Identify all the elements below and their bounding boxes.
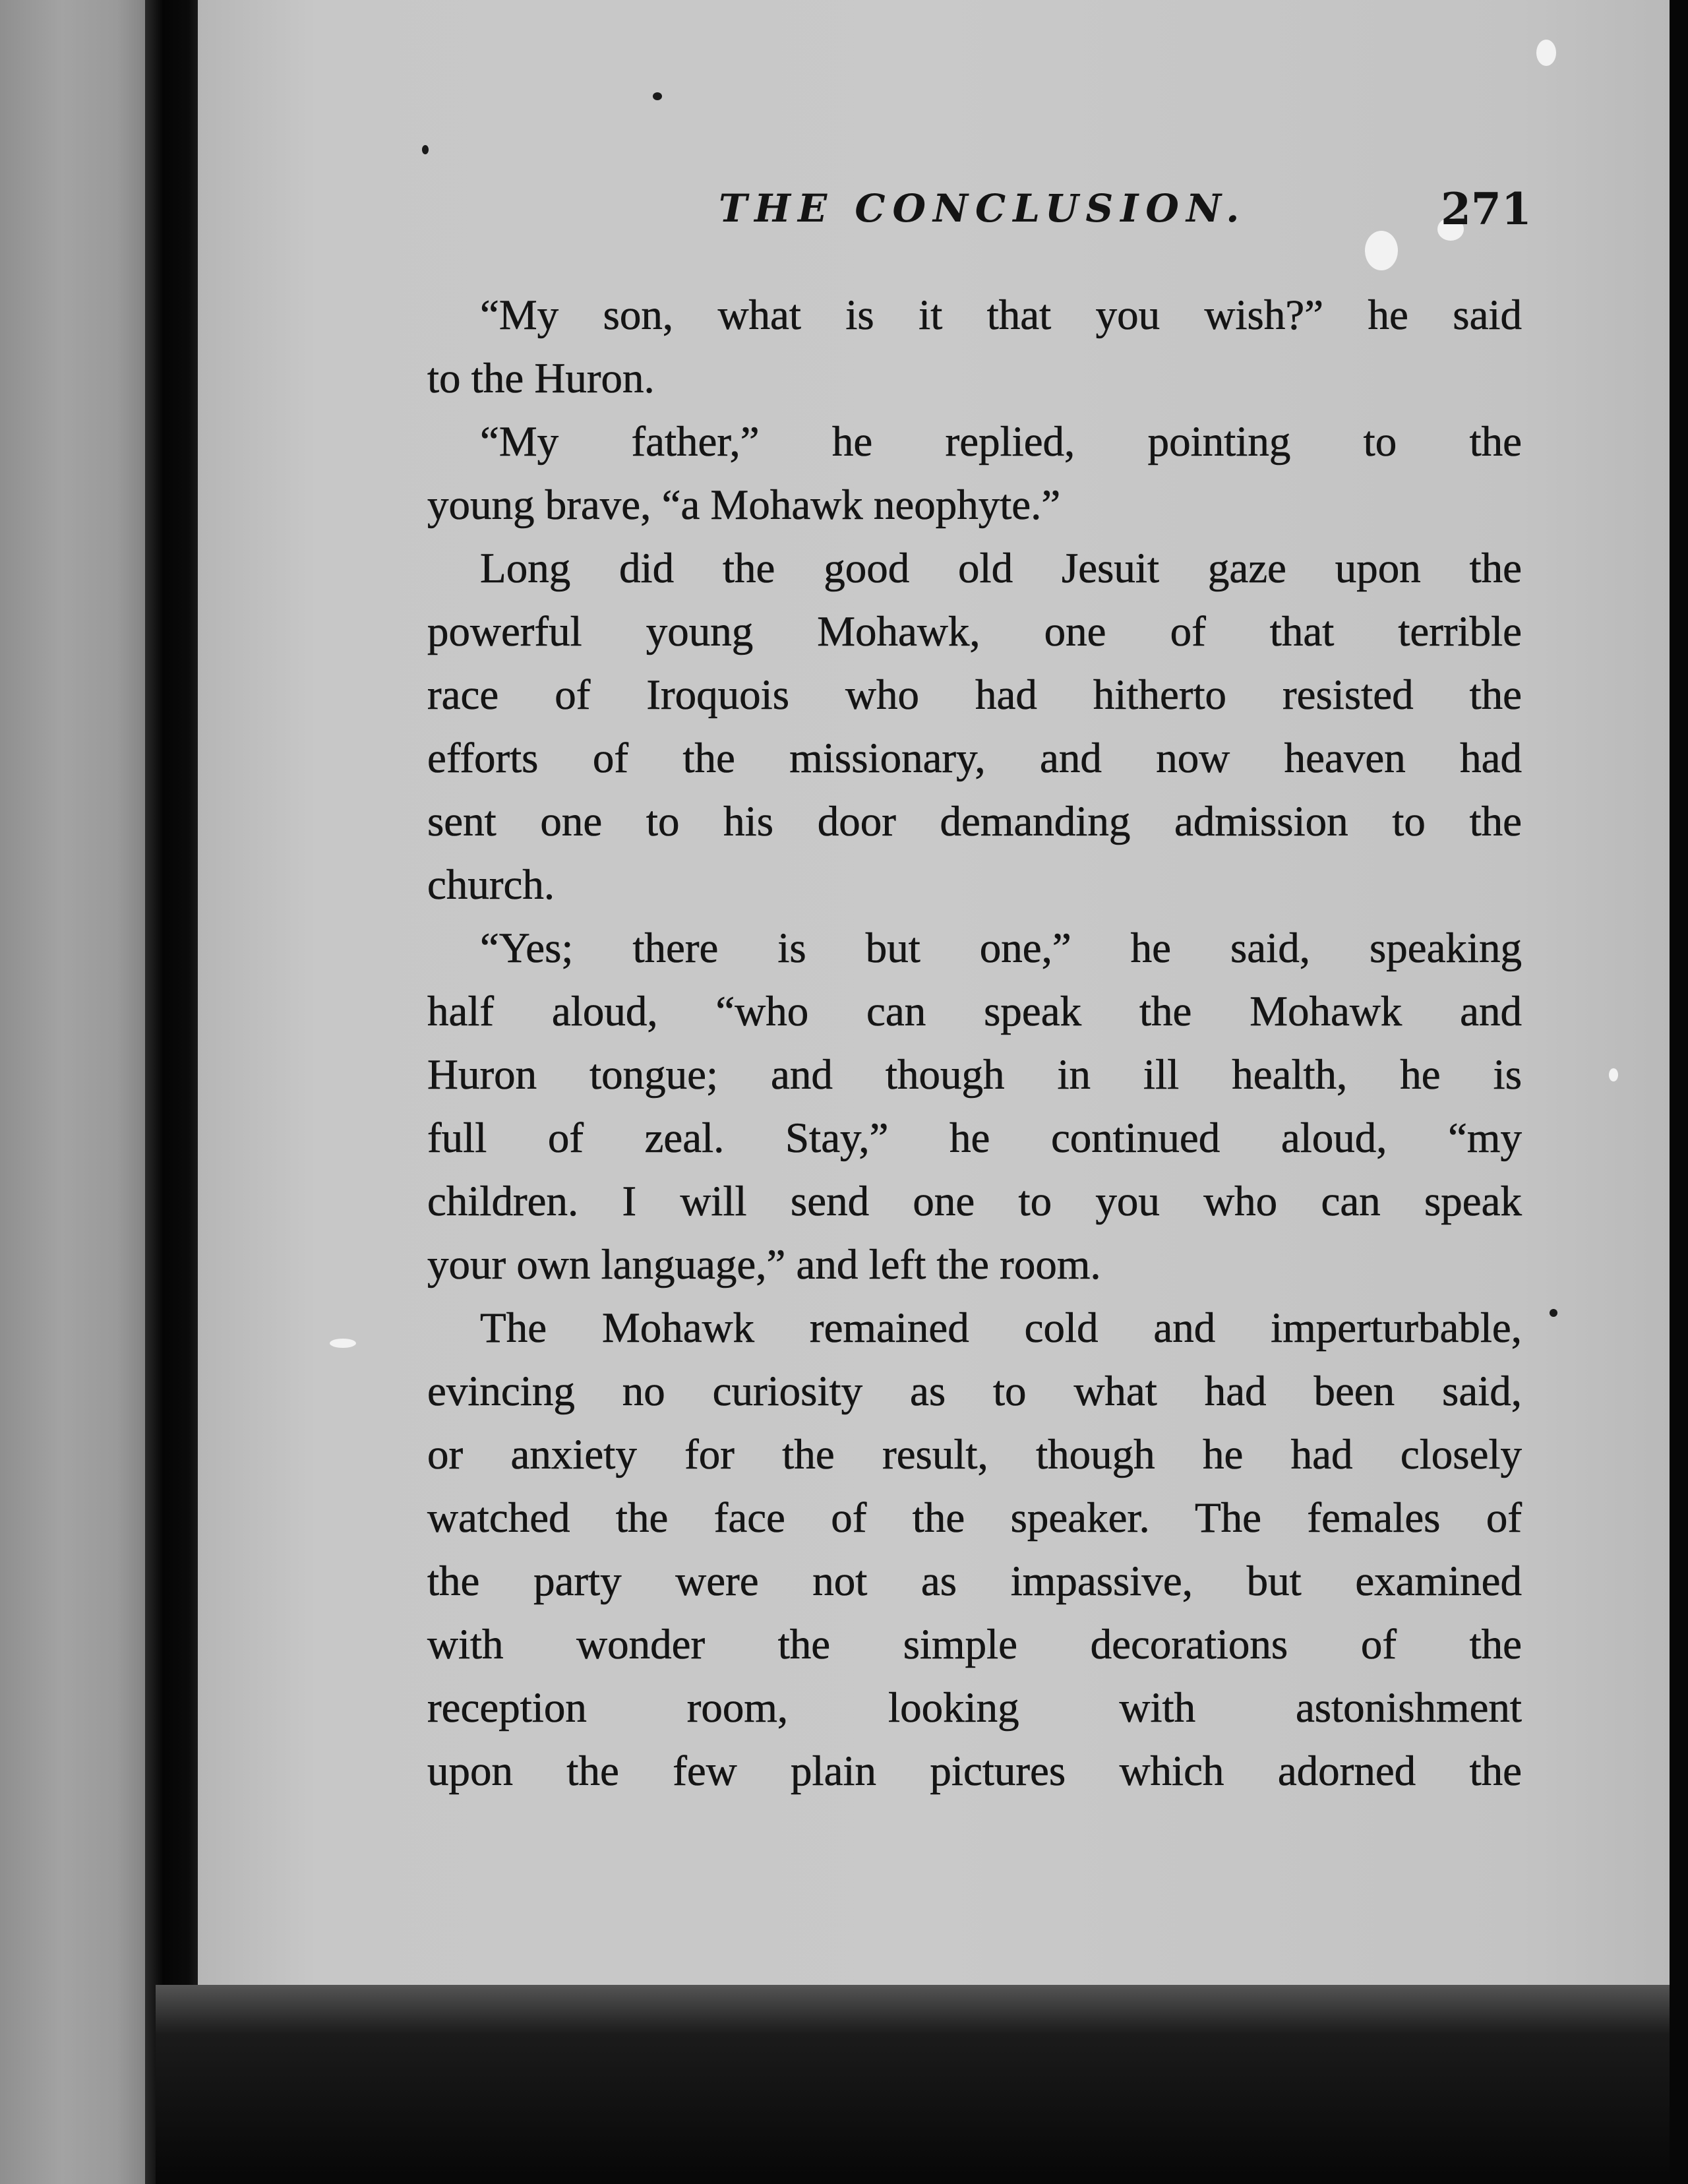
paper-speck bbox=[1536, 40, 1556, 66]
text-line: the party were not as impassive, but examined bbox=[427, 1558, 1522, 1605]
text-line: efforts of the missionary, and now heaven had bbox=[427, 735, 1522, 782]
text-line: your own language,” and left the room. bbox=[427, 1241, 1101, 1289]
text-line: children. I will send one to you who can speak bbox=[427, 1178, 1522, 1225]
ink-speck bbox=[1550, 1309, 1557, 1317]
text-line: race of Iroquois who had hitherto resisted the bbox=[427, 671, 1522, 719]
scan-right-edge bbox=[1670, 0, 1688, 2184]
text-line: watched the face of the speaker. The females of bbox=[427, 1494, 1522, 1542]
text-line: “Yes; there is but one,” he said, speaking bbox=[480, 925, 1522, 972]
text-line: sent one to his door demanding admission to the bbox=[427, 798, 1522, 845]
page-number: 271 bbox=[1441, 183, 1532, 235]
text-line: Long did the good old Jesuit gaze upon the bbox=[480, 545, 1522, 592]
text-line: full of zeal. Stay,” he continued aloud, “my bbox=[427, 1114, 1522, 1162]
text-line: “My son, what is it that you wish?” he said bbox=[480, 291, 1522, 339]
text-line: reception room, looking with astonishment bbox=[427, 1684, 1522, 1732]
facing-page-edge bbox=[0, 0, 156, 2184]
text-line: with wonder the simple decorations of the bbox=[427, 1621, 1522, 1668]
paper-speck bbox=[330, 1339, 356, 1348]
text-line: The Mohawk remained cold and imperturbable, bbox=[480, 1304, 1522, 1352]
text-line: half aloud, “who can speak the Mohawk and bbox=[427, 988, 1522, 1035]
page-bottom-shadow bbox=[156, 1985, 1688, 2184]
ink-speck bbox=[653, 92, 662, 100]
text-line: powerful young Mohawk, one of that terrible bbox=[427, 608, 1522, 655]
body-text bbox=[427, 284, 1522, 1803]
text-line: young brave, “a Mohawk neophyte.” bbox=[427, 481, 1061, 529]
text-line: “My father,” he replied, pointing to the bbox=[480, 418, 1522, 466]
text-line: Huron tongue; and though in ill health, he is bbox=[427, 1051, 1522, 1099]
paper-speck bbox=[1365, 231, 1398, 270]
text-line: evincing no curiosity as to what had been said, bbox=[427, 1368, 1522, 1415]
ink-speck bbox=[422, 145, 429, 154]
text-line: upon the few plain pictures which adorned the bbox=[427, 1747, 1522, 1795]
text-line: to the Huron. bbox=[427, 355, 655, 402]
paper-speck bbox=[1609, 1068, 1618, 1081]
running-head: THE CONCLUSION. bbox=[719, 186, 1247, 231]
text-line: church. bbox=[427, 861, 555, 909]
text-line: or anxiety for the result, though he had closely bbox=[427, 1431, 1522, 1478]
